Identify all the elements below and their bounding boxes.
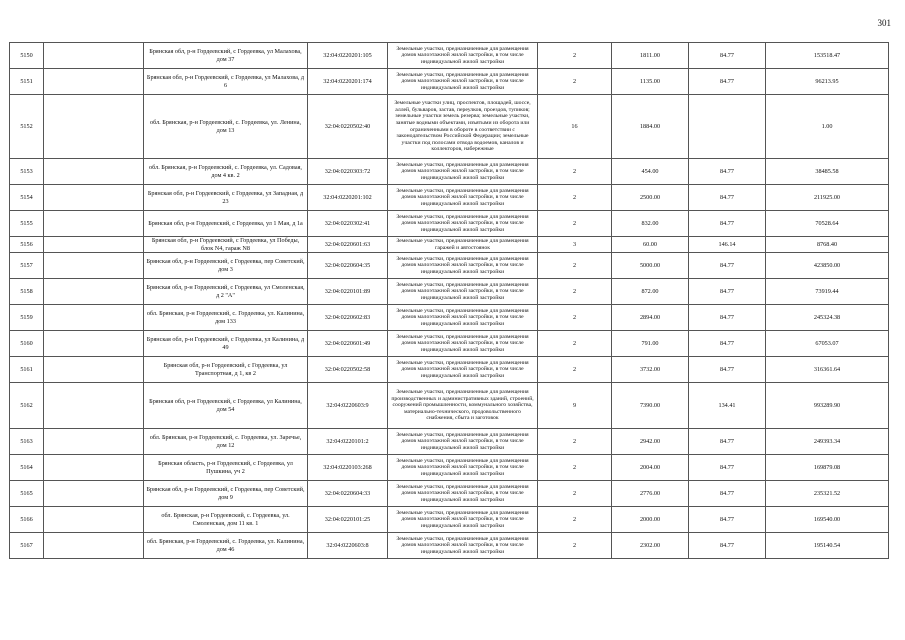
specific-value-cell: 84.77 <box>689 507 766 533</box>
empty-cell <box>44 305 144 331</box>
specific-value-cell: 84.77 <box>689 69 766 95</box>
page-number: 301 <box>877 18 891 28</box>
cadastral-value-cell: 8768.40 <box>766 237 889 253</box>
cadastral-value-cell: 423850.00 <box>766 253 889 279</box>
cadastral-value-cell: 38485.58 <box>766 159 889 185</box>
row-number: 5156 <box>10 237 44 253</box>
area-cell: 5000.00 <box>612 253 689 279</box>
cadastral-value-cell: 169879.08 <box>766 455 889 481</box>
table-row <box>10 159 889 185</box>
group-code-cell: 2 <box>538 481 612 507</box>
cadastral-number-cell: 32:04:0220101:25 <box>308 507 388 533</box>
area-cell: 60.00 <box>612 237 689 253</box>
land-use-cell: Земельные участки, предназначенные для размещения производственных и административных зданий, строений, сооружений промышленности, коммунального хозяйства, материально-технического, продовольственного снабжения, сбыта и заготовок <box>388 383 538 429</box>
row-number: 5160 <box>10 331 44 357</box>
land-use-cell: Земельные участки, предназначенные для размещения домов малоэтажной жилой застройки, в том числе индивидуальной жилой застройки <box>388 429 538 455</box>
cadastral-number-cell: 32:04:0220502:58 <box>308 357 388 383</box>
specific-value-cell: 84.77 <box>689 43 766 69</box>
empty-cell <box>44 481 144 507</box>
land-use-cell: Земельные участки, предназначенные для размещения домов малоэтажной жилой застройки, в том числе индивидуальной жилой застройки <box>388 357 538 383</box>
cadastral-value-cell: 316361.64 <box>766 357 889 383</box>
land-use-cell: Земельные участки, предназначенные для размещения домов малоэтажной жилой застройки, в том числе индивидуальной жилой застройки <box>388 185 538 211</box>
cadastral-value-cell: 96213.95 <box>766 69 889 95</box>
table-row <box>10 69 889 95</box>
group-code-cell: 2 <box>538 279 612 305</box>
table-row <box>10 237 889 253</box>
group-code-cell: 2 <box>538 533 612 559</box>
area-cell: 872.00 <box>612 279 689 305</box>
specific-value-cell: 146.14 <box>689 237 766 253</box>
table-row <box>10 331 889 357</box>
specific-value-cell: 84.77 <box>689 455 766 481</box>
address-cell: Брянская обл, р-н Гордеевский, с Гордеевка, ул Малахова, дом 37 <box>144 43 308 69</box>
address-cell: Брянская обл, р-н Гордеевский, с Гордеевка, ул Победы, блок N4, гараж N8 <box>144 237 308 253</box>
group-code-cell: 2 <box>538 253 612 279</box>
specific-value-cell: 134.41 <box>689 383 766 429</box>
cadastral-number-cell: 32:04:0220103:268 <box>308 455 388 481</box>
land-use-cell: Земельные участки, предназначенные для размещения домов малоэтажной жилой застройки, в том числе индивидуальной жилой застройки <box>388 331 538 357</box>
specific-value-cell: 84.77 <box>689 305 766 331</box>
cadastral-number-cell: 32:04:0220604:33 <box>308 481 388 507</box>
group-code-cell: 2 <box>538 305 612 331</box>
land-use-cell: Земельные участки, предназначенные для размещения домов малоэтажной жилой застройки, в том числе индивидуальной жилой застройки <box>388 279 538 305</box>
table-row <box>10 185 889 211</box>
row-number: 5162 <box>10 383 44 429</box>
empty-cell <box>44 383 144 429</box>
area-cell: 1135.00 <box>612 69 689 95</box>
specific-value-cell: 84.77 <box>689 159 766 185</box>
row-number: 5167 <box>10 533 44 559</box>
group-code-cell: 2 <box>538 331 612 357</box>
cadastral-value-cell: 169540.00 <box>766 507 889 533</box>
area-cell: 2500.00 <box>612 185 689 211</box>
empty-cell <box>44 357 144 383</box>
row-number: 5150 <box>10 43 44 69</box>
empty-cell <box>44 43 144 69</box>
address-cell: обл. Брянская, р-н Гордеевский, с. Гордеевка, ул. Садовая, дом 4 кв. 2 <box>144 159 308 185</box>
address-cell: обл. Брянская, р-н Гордеевский, с. Гордеевка, ул. Смоленская, дом 11 кв. 1 <box>144 507 308 533</box>
cadastral-number-cell: 32:04:0220303:72 <box>308 159 388 185</box>
table-row <box>10 429 889 455</box>
land-use-cell: Земельные участки, предназначенные для размещения домов малоэтажной жилой застройки, в том числе индивидуальной жилой застройки <box>388 533 538 559</box>
row-number: 5163 <box>10 429 44 455</box>
address-cell: Брянская обл, р-н Гордеевский, с Гордеевка, ул Смоленская, д 2 "А" <box>144 279 308 305</box>
specific-value-cell: 84.77 <box>689 253 766 279</box>
specific-value-cell: 84.77 <box>689 533 766 559</box>
empty-cell <box>44 159 144 185</box>
address-cell: Брянская обл, р-н Гордеевский, с Гордеевка, ул Калинина, д 49 <box>144 331 308 357</box>
empty-cell <box>44 331 144 357</box>
area-cell: 2942.00 <box>612 429 689 455</box>
cadastral-number-cell: 32:04:0220604:35 <box>308 253 388 279</box>
cadastral-number-cell: 32:04:0220601:49 <box>308 331 388 357</box>
area-cell: 2894.00 <box>612 305 689 331</box>
cadastral-value-cell: 1.00 <box>766 95 889 159</box>
row-number: 5159 <box>10 305 44 331</box>
cadastral-value-cell: 73919.44 <box>766 279 889 305</box>
group-code-cell: 2 <box>538 69 612 95</box>
group-code-cell: 2 <box>538 159 612 185</box>
land-use-cell: Земельные участки улиц, проспектов, площадей, шоссе, аллей, бульваров, застав, переулков, проездов, тупиков; земельные участки земель резерва; земельные участки, занятые водными объектами, изъятыми из оборота или ограниченными в обороте в соответствии с законодательством Российской Федерации; земельные участки под полосами отвода водоемов, каналов и коллекторов, набережные <box>388 95 538 159</box>
group-code-cell: 2 <box>538 507 612 533</box>
address-cell: обл. Брянская, р-н Гордеевский, с. Гордеевка, ул. Калинина, дом 133 <box>144 305 308 331</box>
cadastral-number-cell: 32:04:0220201:105 <box>308 43 388 69</box>
row-number: 5151 <box>10 69 44 95</box>
address-cell: Брянская обл, р-н Гордеевский, с Гордеевка, пер Советский, дом 3 <box>144 253 308 279</box>
cadastral-value-cell: 245324.38 <box>766 305 889 331</box>
empty-cell <box>44 455 144 481</box>
area-cell: 832.00 <box>612 211 689 237</box>
row-number: 5153 <box>10 159 44 185</box>
cadastral-number-cell: 32:04:0220101:89 <box>308 279 388 305</box>
specific-value-cell: 84.77 <box>689 481 766 507</box>
cadastral-value-cell: 993289.90 <box>766 383 889 429</box>
row-number: 5154 <box>10 185 44 211</box>
group-code-cell: 9 <box>538 383 612 429</box>
table-row <box>10 383 889 429</box>
table-row <box>10 279 889 305</box>
group-code-cell: 2 <box>538 357 612 383</box>
row-number: 5155 <box>10 211 44 237</box>
cadastral-number-cell: 32:04:0220302:41 <box>308 211 388 237</box>
specific-value-cell: 84.77 <box>689 185 766 211</box>
address-cell: Брянская обл, р-н Гордеевский, с Гордеевка, ул Транспортная, д 1, кв 2 <box>144 357 308 383</box>
row-number: 5158 <box>10 279 44 305</box>
empty-cell <box>44 253 144 279</box>
specific-value-cell <box>689 95 766 159</box>
land-use-cell: Земельные участки, предназначенные для размещения домов малоэтажной жилой застройки, в том числе индивидуальной жилой застройки <box>388 455 538 481</box>
cadastral-number-cell: 32:04:0220201:102 <box>308 185 388 211</box>
cadastral-value-cell: 249393.34 <box>766 429 889 455</box>
cadastral-value-cell: 195140.54 <box>766 533 889 559</box>
group-code-cell: 2 <box>538 43 612 69</box>
specific-value-cell: 84.77 <box>689 429 766 455</box>
row-number: 5157 <box>10 253 44 279</box>
address-cell: обл. Брянская, р-н Гордеевский, с. Гордеевка, ул. Калинина, дом 46 <box>144 533 308 559</box>
land-use-cell: Земельные участки, предназначенные для размещения гаражей и автостоянок <box>388 237 538 253</box>
group-code-cell: 2 <box>538 455 612 481</box>
table-row <box>10 253 889 279</box>
table-row <box>10 481 889 507</box>
group-code-cell: 2 <box>538 185 612 211</box>
empty-cell <box>44 185 144 211</box>
land-use-cell: Земельные участки, предназначенные для размещения домов малоэтажной жилой застройки, в том числе индивидуальной жилой застройки <box>388 211 538 237</box>
table-row <box>10 95 889 159</box>
empty-cell <box>44 69 144 95</box>
row-number: 5161 <box>10 357 44 383</box>
area-cell: 454.00 <box>612 159 689 185</box>
group-code-cell: 2 <box>538 211 612 237</box>
empty-cell <box>44 507 144 533</box>
row-number: 5164 <box>10 455 44 481</box>
land-use-cell: Земельные участки, предназначенные для размещения домов малоэтажной жилой застройки, в том числе индивидуальной жилой застройки <box>388 481 538 507</box>
land-use-cell: Земельные участки, предназначенные для размещения домов малоэтажной жилой застройки, в том числе индивидуальной жилой застройки <box>388 305 538 331</box>
cadastral-value-cell: 153518.47 <box>766 43 889 69</box>
area-cell: 2004.00 <box>612 455 689 481</box>
cadastral-value-cell: 211925.00 <box>766 185 889 211</box>
area-cell: 2302.00 <box>612 533 689 559</box>
empty-cell <box>44 95 144 159</box>
area-cell: 3732.00 <box>612 357 689 383</box>
specific-value-cell: 84.77 <box>689 211 766 237</box>
cadastral-number-cell: 32:04:0220603:9 <box>308 383 388 429</box>
group-code-cell: 2 <box>538 429 612 455</box>
cadastral-number-cell: 32:04:0220603:8 <box>308 533 388 559</box>
empty-cell <box>44 237 144 253</box>
land-use-cell: Земельные участки, предназначенные для размещения домов малоэтажной жилой застройки, в том числе индивидуальной жилой застройки <box>388 253 538 279</box>
specific-value-cell: 84.77 <box>689 279 766 305</box>
address-cell: Брянская обл, р-н Гордеевский, с Гордеевка, ул Западная, д 23 <box>144 185 308 211</box>
row-number: 5166 <box>10 507 44 533</box>
empty-cell <box>44 211 144 237</box>
empty-cell <box>44 279 144 305</box>
address-cell: Брянская обл, р-н Гордеевский, с Гордеевка, ул Малахова, д 6 <box>144 69 308 95</box>
address-cell: Брянская обл, р-н Гордеевский, с Гордеевка, ул Калинина, дом 54 <box>144 383 308 429</box>
land-use-cell: Земельные участки, предназначенные для размещения домов малоэтажной жилой застройки, в том числе индивидуальной жилой застройки <box>388 69 538 95</box>
cadastral-number-cell: 32:04:0220601:63 <box>308 237 388 253</box>
table-row <box>10 533 889 559</box>
land-use-cell: Земельные участки, предназначенные для размещения домов малоэтажной жилой застройки, в том числе индивидуальной жилой застройки <box>388 507 538 533</box>
empty-cell <box>44 533 144 559</box>
address-cell: Брянская область, р-н Гордеевский, с Гордеевка, ул Пушкина, уч 2 <box>144 455 308 481</box>
group-code-cell: 3 <box>538 237 612 253</box>
table-row <box>10 211 889 237</box>
table-row <box>10 305 889 331</box>
cadastral-number-cell: 32:04:0220201:174 <box>308 69 388 95</box>
area-cell: 2000.00 <box>612 507 689 533</box>
area-cell: 1811.00 <box>612 43 689 69</box>
cadastral-number-cell: 32:04:0220502:40 <box>308 95 388 159</box>
land-use-cell: Земельные участки, предназначенные для размещения домов малоэтажной жилой застройки, в том числе индивидуальной жилой застройки <box>388 43 538 69</box>
area-cell: 1884.00 <box>612 95 689 159</box>
table-row <box>10 357 889 383</box>
cadastral-value-table <box>9 42 889 559</box>
specific-value-cell: 84.77 <box>689 357 766 383</box>
cadastral-value-cell: 70528.64 <box>766 211 889 237</box>
empty-cell <box>44 429 144 455</box>
cadastral-value-cell: 235321.52 <box>766 481 889 507</box>
table-row <box>10 455 889 481</box>
row-number: 5152 <box>10 95 44 159</box>
area-cell: 791.00 <box>612 331 689 357</box>
address-cell: обл. Брянская, р-н Гордеевский, с. Гордеевка, ул. Заречье, дом 12 <box>144 429 308 455</box>
cadastral-number-cell: 32:04:0220101:2 <box>308 429 388 455</box>
row-number: 5165 <box>10 481 44 507</box>
area-cell: 2776.00 <box>612 481 689 507</box>
table-row <box>10 43 889 69</box>
cadastral-number-cell: 32:04:0220602:83 <box>308 305 388 331</box>
land-use-cell: Земельные участки, предназначенные для размещения домов малоэтажной жилой застройки, в том числе индивидуальной жилой застройки <box>388 159 538 185</box>
address-cell: Брянская обл, р-н Гордеевский, с Гордеевка, ул 1 Мая, д 1а <box>144 211 308 237</box>
cadastral-value-cell: 67053.07 <box>766 331 889 357</box>
area-cell: 7390.00 <box>612 383 689 429</box>
specific-value-cell: 84.77 <box>689 331 766 357</box>
table-row <box>10 507 889 533</box>
address-cell: обл. Брянская, р-н Гордеевский, с. Гордеевка, ул. Ленина, дом 13 <box>144 95 308 159</box>
group-code-cell: 16 <box>538 95 612 159</box>
address-cell: Брянская обл, р-н Гордеевский, с Гордеевка, пер Советский, дом 9 <box>144 481 308 507</box>
